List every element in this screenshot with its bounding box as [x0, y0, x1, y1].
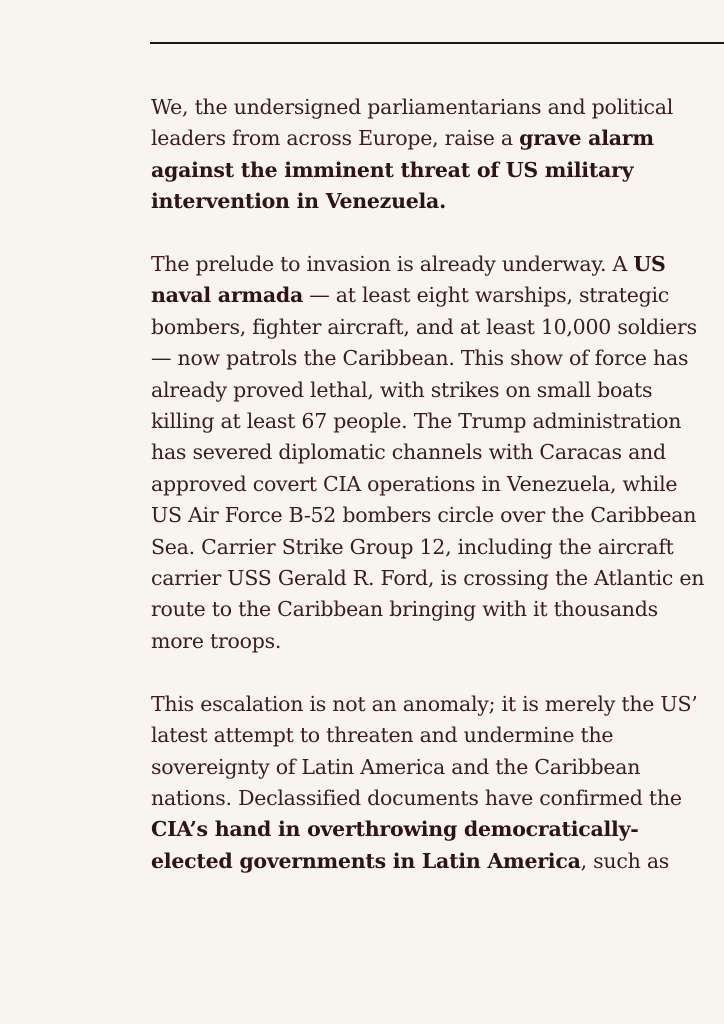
- paragraph-escalation-emphasis: CIA’s hand in overthrowing democratically-elected governments in Latin America: [151, 817, 639, 873]
- paragraph-escalation-text-start: This escalation is not an anomaly; it is merely the US’ latest attempt to threaten and undermine the sovereignty of Latin America and the Caribbean nations. Declassified documents have confirmed the: [151, 691, 698, 810]
- paragraph-prelude-emphasis: US naval armada: [151, 252, 666, 308]
- paragraph-escalation-text-rest: , such as: [580, 848, 670, 873]
- paragraph-prelude-text-start: The prelude to invasion is already underway. A: [151, 252, 634, 277]
- article-body: [151, 92, 711, 909]
- paragraph-prelude-text-rest: — at least eight warships, strategic bombers, fighter aircraft, and at least 10,000 soldiers — now patrols the Caribbean. This show of force has already proved lethal, with strikes on small boats killing at least 67 people. The Trump administration has severed diplomatic channels with Caracas and approved covert CIA operations in Venezuela, while US Air Force B-52 bombers circle over the Caribbean Sea. Carrier Strike Group 12, including the aircraft carrier USS Gerald R. Ford, is crossing the Atlantic en route to the Caribbean bringing with it thousands more troops.: [151, 283, 705, 653]
- top-divider: [150, 42, 724, 44]
- paragraph-intro-emphasis: grave alarm against the imminent threat of US military intervention in Venezuela.: [151, 126, 654, 214]
- paragraph-intro: [151, 92, 711, 218]
- paragraph-prelude: [151, 249, 711, 657]
- paragraph-escalation: [151, 689, 711, 877]
- paragraph-intro-text: We, the undersigned parliamentarians and political leaders from across Europe, raise a: [151, 95, 674, 151]
